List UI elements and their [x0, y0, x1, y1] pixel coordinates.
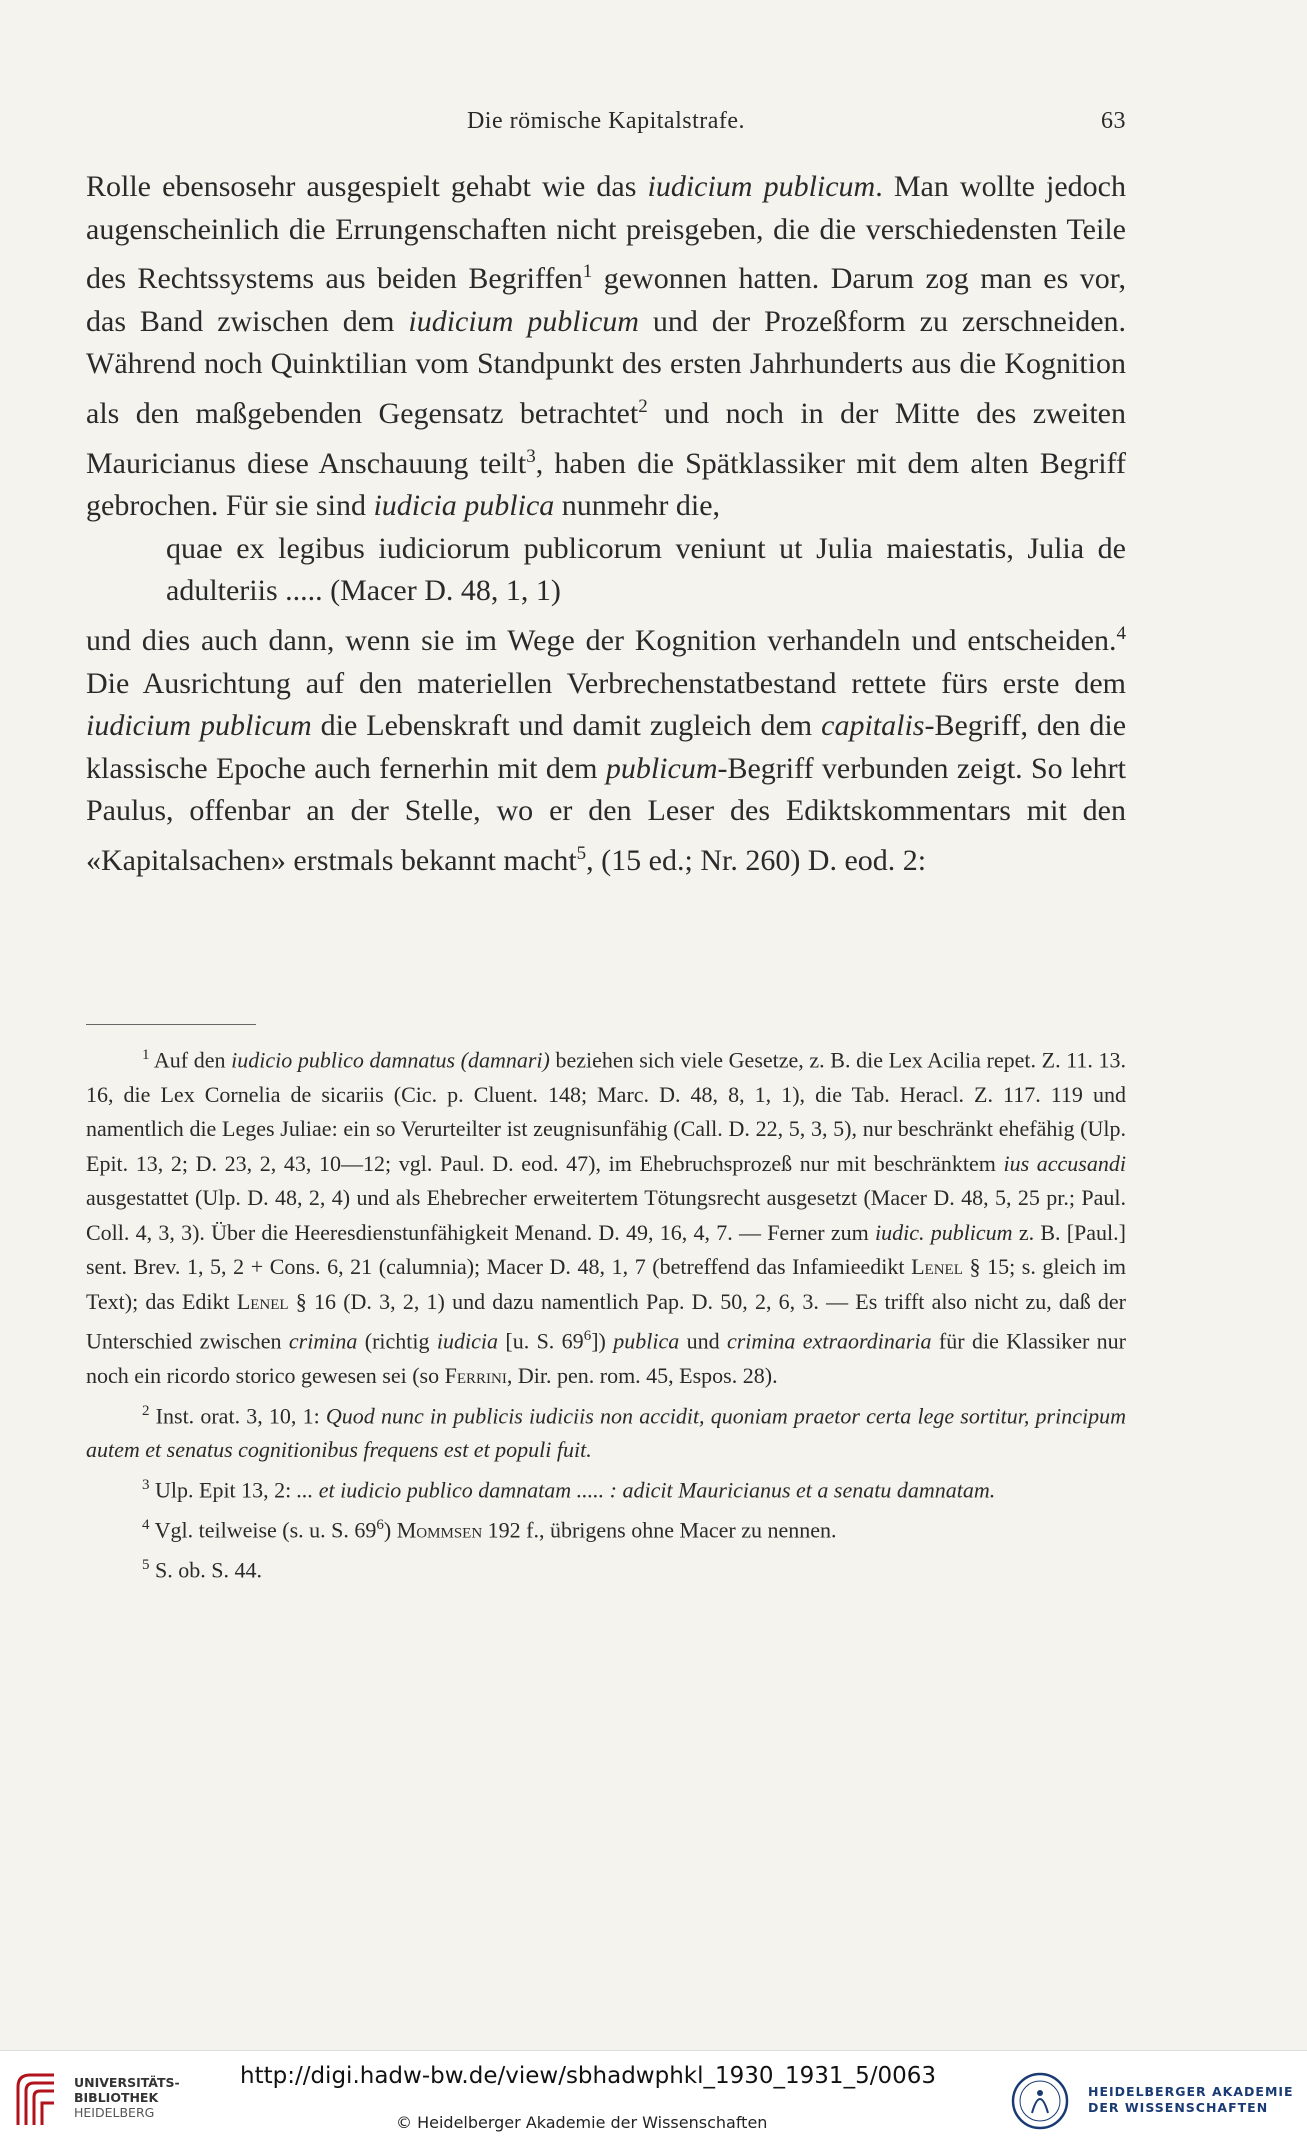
- italic-text: iudic. publicum: [874, 1219, 1013, 1245]
- italic-text: iudicium publicum: [647, 170, 876, 203]
- footnote-marker: 5: [142, 1556, 150, 1573]
- text-run: gewonnen hatten. Darum zog man es vor, das Band zwischen dem: [86, 262, 1127, 338]
- footnote-marker: 2: [142, 1402, 150, 1419]
- text-run: S. ob. S. 44.: [149, 1556, 262, 1582]
- text-run: Vgl. teilweise (s. u. S. 69: [149, 1517, 377, 1543]
- footnote-4: [86, 1508, 1126, 1548]
- footnote-5: [86, 1548, 1126, 1588]
- text-run: Auf den: [149, 1047, 232, 1073]
- text-run: , (15 ed.; Nr. 260) D. eod. 2:: [586, 843, 927, 877]
- academy-name: HEIDELBERGER AKADEMIE DER WISSENSCHAFTEN: [1088, 2084, 1294, 2115]
- italic-text: iudicia publica: [373, 489, 555, 523]
- text-run: ): [383, 1517, 397, 1543]
- footnote-marker: 5: [576, 842, 587, 864]
- italic-text: ... et iudicio publico damnatam ..... : adicit Mauricianus et a senatu damnatam.: [296, 1477, 996, 1503]
- university-library-logo-icon: [14, 2071, 58, 2129]
- text-run: . Man wollte jedoch augenscheinlich die Errungenschaften nicht preisgeben, die die verschiedensten Teile des Rechtssystems aus beiden Begriffen: [86, 170, 1126, 296]
- text-run: , haben die Spätklassiker mit dem alten Begriff gebrochen. Für sie sind: [86, 446, 1126, 523]
- text-run: und der Prozeßform zu zerschneiden. Während noch Quinktilian vom Standpunkt des ersten Jahrhunderts aus die Kognition als den maßgebenden Gegensatz betrachtet: [86, 304, 1127, 430]
- italic-text: capitalis: [821, 709, 925, 743]
- text-run: Ulp. Epit 13, 2:: [149, 1477, 297, 1503]
- footer-bar: [0, 2050, 1307, 2148]
- text-run: und: [679, 1328, 727, 1354]
- text-run: [u. S. 69: [497, 1328, 584, 1354]
- footnote-marker: 2: [638, 395, 648, 417]
- university-library-name: UNIVERSITÄTS- BIBLIOTHEK HEIDELBERG: [74, 2075, 180, 2120]
- running-header: [86, 108, 1126, 148]
- paragraph: [86, 166, 1126, 528]
- italic-text: iudicio publico damnatus (damnari): [231, 1047, 550, 1073]
- page-number: 63: [1101, 108, 1126, 134]
- italic-text: iudicium publicum: [86, 709, 312, 743]
- block-quote: [86, 528, 1126, 613]
- footnote-2: [86, 1394, 1126, 1468]
- paragraph: [86, 613, 1126, 883]
- text-run: quae ex legibus iudiciorum publicorum veniunt ut Julia maiestatis, Julia de adulteriis ..... (Macer D. 48, 1, 1): [166, 531, 1126, 608]
- text-run: § 15; s. gleich im Text); das Edikt: [86, 1254, 1126, 1314]
- text-run: Lenel: [236, 1288, 289, 1314]
- text-run: Die Ausrichtung auf den materiellen Verbrechenstatbestand rettete fürs erste dem: [86, 666, 1126, 700]
- italic-text: publicum: [605, 751, 718, 785]
- text-run: 192 f., übrigens ohne Macer zu nennen.: [482, 1517, 837, 1543]
- text-run: (richtig: [357, 1328, 437, 1354]
- text-run: Ferrini: [444, 1363, 507, 1389]
- text-run: Mommsen: [396, 1517, 483, 1543]
- footnote-marker: 4: [142, 1516, 150, 1533]
- main-text: [86, 166, 1126, 883]
- text-run: die Lebenskraft und damit zugleich dem: [311, 709, 822, 743]
- footnote-marker: 3: [526, 445, 536, 467]
- permalink[interactable]: http://digi.hadw-bw.de/view/sbhadwphkl_1930_1931_5/0063: [240, 2063, 936, 2089]
- footnote-marker: 4: [1116, 622, 1126, 644]
- italic-text: publica: [613, 1328, 680, 1354]
- text-run: ausgestattet (Ulp. D. 48, 2, 4) und als Ehebrecher erweitertem Tötungsrecht ausgesetzt (Macer D. 48, 5, 25 pr.; Paul. Coll. 4, 3, 3). Über die Heeresdienstunfähigkeit Menand. D. 49, 16, 4, 7. — Ferner zum: [86, 1185, 1126, 1245]
- footnote-marker: 1: [142, 1047, 150, 1063]
- footnote-1: [86, 1038, 1126, 1394]
- text-run: ]): [591, 1328, 614, 1354]
- text-run: § 16 (D. 3, 2, 1) und dazu namentlich Pap. D. 50, 2, 6, 3. — Es trifft also nicht zu, daß der Unterschied zwischen: [86, 1288, 1126, 1354]
- italic-text: iudicium publicum: [408, 304, 639, 338]
- text-run: z. B. [Paul.] sent. Brev. 1, 5, 2 + Cons. 6, 21 (calumnia); Macer D. 48, 1, 7 (betreffend das Infamieedikt: [86, 1219, 1126, 1280]
- copyright-notice: © Heidelberger Akademie der Wissenschaften: [396, 2113, 768, 2132]
- italic-text: iudicia: [436, 1328, 498, 1354]
- text-run: nunmehr die,: [554, 489, 721, 523]
- text-run: Rolle ebensosehr ausgespielt gehabt wie das: [86, 170, 648, 203]
- academy-seal-icon: [1010, 2071, 1070, 2131]
- text-run: Inst. orat. 3, 10, 1:: [149, 1402, 326, 1428]
- text-run: Lenel: [911, 1254, 963, 1280]
- text-run: für die Klassiker nur noch ein ricordo storico gewesen sei (so: [86, 1328, 1127, 1389]
- italic-text: Quod nunc in publicis iudiciis non accidit, quoniam praetor certa lege sortitur, principum autem et senatus cognitionibus frequens est et populi fuit.: [86, 1402, 1126, 1463]
- text-run: -Begriff verbunden zeigt. So lehrt Paulus, offenbar an der Stelle, wo er den Leser des Ediktskommentars mit den «Kapitalsachen» erstmals bekannt macht: [86, 751, 1126, 877]
- italic-text: crimina extraordinaria: [726, 1328, 932, 1354]
- text-run: und dies auch dann, wenn sie im Wege der Kognition verhandeln und entscheiden.: [86, 623, 1117, 657]
- text-run: beziehen sich viele Gesetze, z. B. die Lex Acilia repet. Z. 11. 13. 16, die Lex Cornelia de sicariis (Cic. p. Cluent. 148; Marc. D. 48, 8, 1, 1), die Tab. Heracl. Z. 117. 119 und namentlich die Leges Juliae: ein so Verurteilter ist zeugnisunfähig (Call. D. 22, 5, 3, 5), nur beschränkt ehefähig (Ulp. Epit. 13, 2; D. 23, 2, 43, 10—12; vgl. Paul. D. eod. 47), im Ehebruchsprozeß nur mit beschränktem: [86, 1047, 1126, 1176]
- footnote-separator: [86, 1024, 256, 1025]
- footnote-marker: 3: [142, 1476, 150, 1493]
- text-run: , Dir. pen. rom. 45, Espos. 28).: [506, 1363, 778, 1389]
- text-run: und noch in der Mitte des zweiten Mauricianus diese Anschauung teilt: [86, 396, 1126, 480]
- footnote-marker: 1: [582, 261, 593, 283]
- footnotes: [86, 1038, 1126, 1587]
- text-run: -Begriff, den die klassische Epoche auch fernerhin mit dem: [86, 709, 1127, 785]
- footnote-3: [86, 1468, 1126, 1508]
- footnote-marker: 6: [376, 1516, 384, 1533]
- footnote-marker: 6: [583, 1328, 592, 1345]
- italic-text: crimina: [288, 1328, 358, 1354]
- running-title: Die römische Kapitalstrafe.: [466, 108, 746, 134]
- italic-text: ius accusandi: [1003, 1150, 1126, 1176]
